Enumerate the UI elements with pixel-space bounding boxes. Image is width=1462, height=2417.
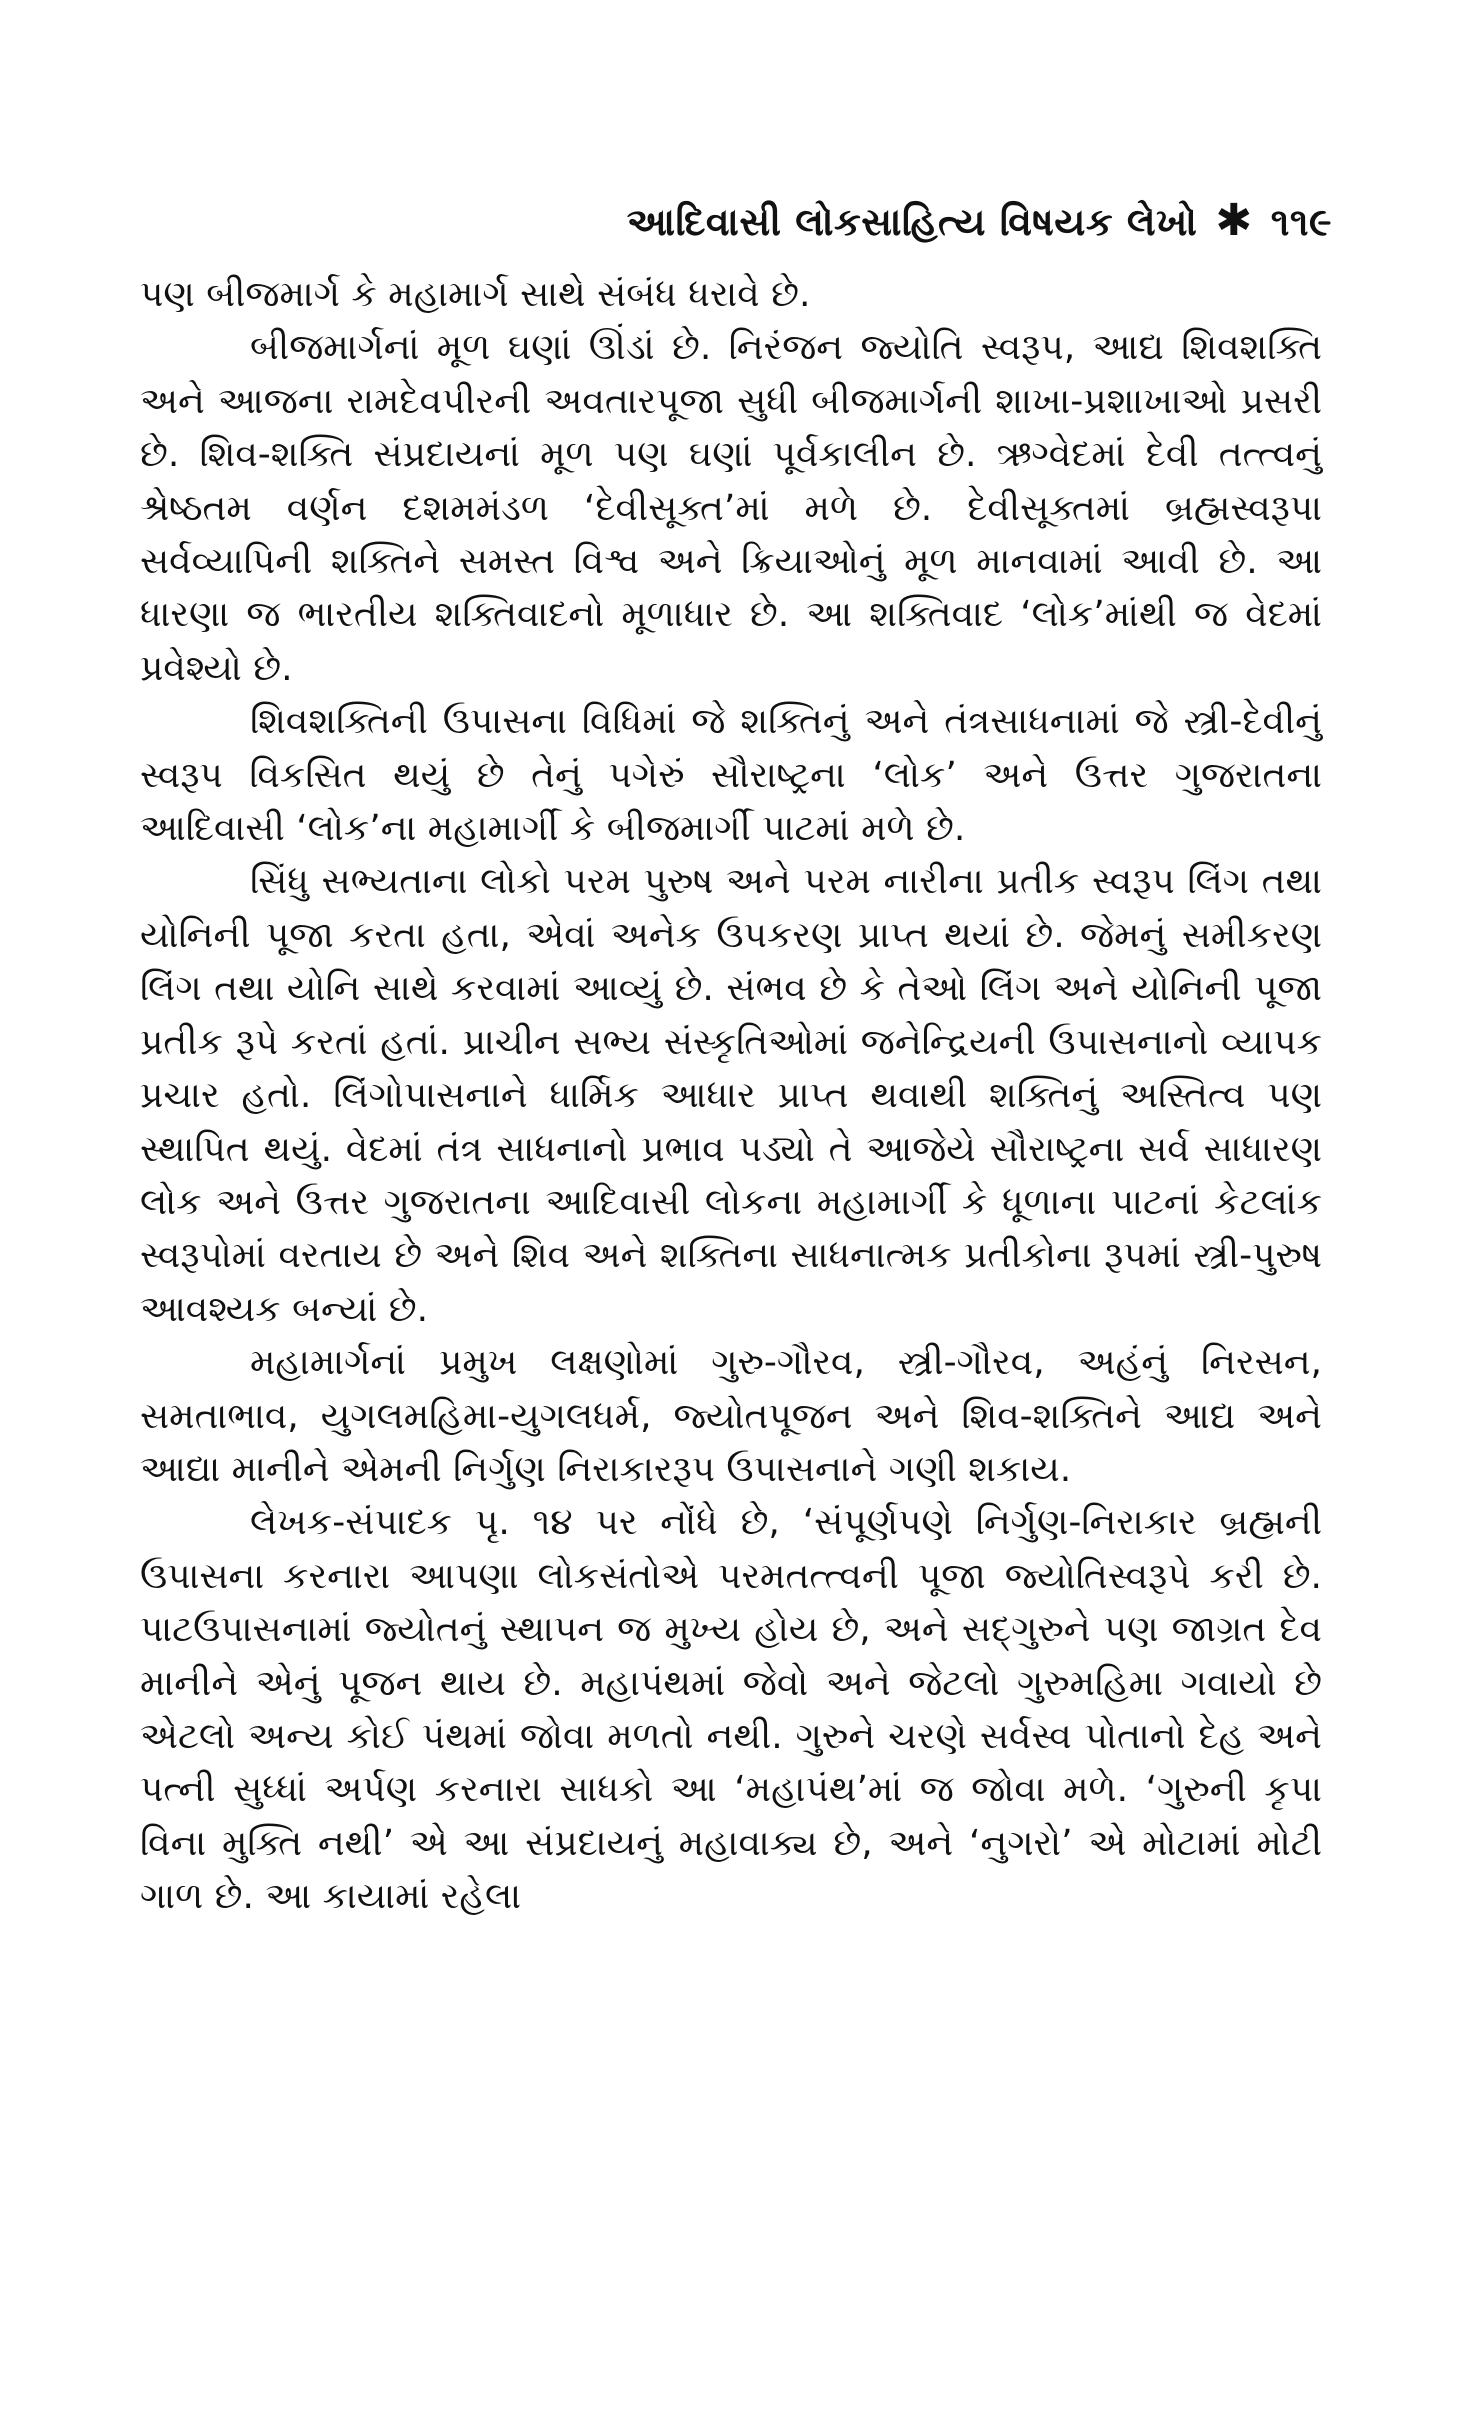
asterisk-separator-icon: ✱ [1215,195,1253,246]
running-header-title: આદિવાસી લોકસાહિત્ય વિષયક લેખો [626,200,1198,244]
running-header [627,195,1332,246]
page-number: ૧૧૯ [1270,200,1332,244]
paragraph-mahamarg-lakshan: મહામાર્ગનાં પ્રમુખ લક્ષણોમાં ગુરુ-ગૌરવ, સ્ત્રી-ગૌરવ, અહંનું નિરસન, સમતાભાવ, યુગલમહિમા-યુગલધર્મ, જ્યોતપૂજન અને શિવ-શક્તિને આદ્ય અને આદ્યા માનીને એમની નિર્ગુણ નિરાકારરૂપ ઉપાસનાને ગણી શકાય. [140,1342,1322,1490]
paragraph-lekhak-sampadak: લેખક-સંપાદક પૃ. ૧૪ પર નોંધે છે, ‘સંપૂર્ણપણે નિર્ગુણ-નિરાકાર બ્રહ્મની ઉપાસના કરનારા આપણા લોકસંતોએ પરમતત્ત્વની પૂજા જ્યોતિસ્વરૂપે કરી છે. પાટઉપાસનામાં જ્યોતનું સ્થાપન જ મુખ્ય હોય છે, અને સદ્‌ગુરુને પણ જાગ્રત દેવ માનીને એનું પૂજન થાય છે. મહાપંથમાં જેવો અને જેટલો ગુરુમહિમા ગવાયો છે એટલો અન્ય કોઈ પંથમાં જોવા મળતો નથી. ગુરુને ચરણે સર્વસ્વ પોતાનો દેહ અને પત્ની સુધ્ધાં અર્પણ કરનારા સાધકો આ ‘મહાપંથ’માં જ જોવા મળે. ‘ગુરુની કૃપા વિના મુક્તિ નથી’ એ આ સંપ્રદાયનું મહાવાક્ય છે, અને ‘નુગરો’ એ મોટામાં મોટી ગાળ છે. આ કાયામાં રહેલા [140,1502,1322,1918]
paragraph-continuation: પણ બીજમાર્ગ કે મહામાર્ગ સાથે સંબંધ ધરાવે છે. [140,274,811,315]
paragraph-shivshakti-upasana: શિવશક્તિની ઉપાસના વિધિમાં જે શક્તિનું અને તંત્રસાધનામાં જે સ્ત્રી-દેવીનું સ્વરૂપ વિકસિત થયું છે તેનું પગેરું સૌરાષ્ટ્રના ‘લોક’ અને ઉત્તર ગુજરાતના આદિવાસી ‘લોક’ના મહામાર્ગી કે બીજમાર્ગી પાટમાં મળે છે. [140,701,1322,850]
paragraph-bijmarg-roots: બીજમાર્ગનાં મૂળ ઘણાં ઊંડાં છે. નિરંજન જ્યોતિ સ્વરૂપ, આદ્ય શિવશક્તિ અને આજના રામદેવપીરની અવતારપૂજા સુધી બીજમાર્ગની શાખા-પ્રશાખાઓ પ્રસરી છે. શિવ-શક્તિ સંપ્રદાયનાં મૂળ પણ ઘણાં પૂર્વકાલીન છે. ઋગ્વેદમાં દેવી તત્ત્વનું શ્રેષ્ઠતમ વર્ણન દશમમંડળ ‘દેવીસૂક્ત’માં મળે છે. દેવીસૂક્તમાં બ્રહ્મસ્વરૂપા સર્વવ્યાપિની શક્તિને સમસ્ત વિશ્વ અને ક્રિયાઓનું મૂળ માનવામાં આવી છે. આ ધારણા જ ભારતીય શક્તિવાદનો મૂળાધાર છે. આ શક્તિવાદ ‘લોક’માંથી જ વેદમાં પ્રવેશ્યો છે. [140,327,1322,689]
body-text [140,268,1322,1924]
paragraph-sindhu-sabhyata: સિંધુ સભ્યતાના લોકો પરમ પુરુષ અને પરમ નારીના પ્રતીક સ્વરૂપ લિંગ તથા યોનિની પૂજા કરતા હતા, એવાં અનેક ઉપકરણ પ્રાપ્ત થયાં છે. જેમનું સમીકરણ લિંગ તથા યોનિ સાથે કરવામાં આવ્યું છે. સંભવ છે કે તેઓ લિંગ અને યોનિની પૂજા પ્રતીક રૂપે કરતાં હતાં. પ્રાચીન સભ્ય સંસ્કૃતિઓમાં જનેન્દ્રિયની ઉપાસનાનો વ્યાપક પ્રચાર હતો. લિંગોપાસનાને ધાર્મિક આધાર પ્રાપ્ત થવાથી શક્તિનું અસ્તિત્વ પણ સ્થાપિત થયું. વેદમાં તંત્ર સાધનાનો પ્રભાવ પડ્યો તે આજેયે સૌરાષ્ટ્રના સર્વ સાધારણ લોક અને ઉત્તર ગુજરાતના આદિવાસી લોકના મહામાર્ગી કે ધૂળાના પાટનાં કેટલાંક સ્વરૂપોમાં વરતાય છે અને શિવ અને શક્તિના સાધનાત્મક પ્રતીકોના રૂપમાં સ્ત્રી-પુરુષ આવશ્યક બન્યાં છે. [140,861,1322,1330]
